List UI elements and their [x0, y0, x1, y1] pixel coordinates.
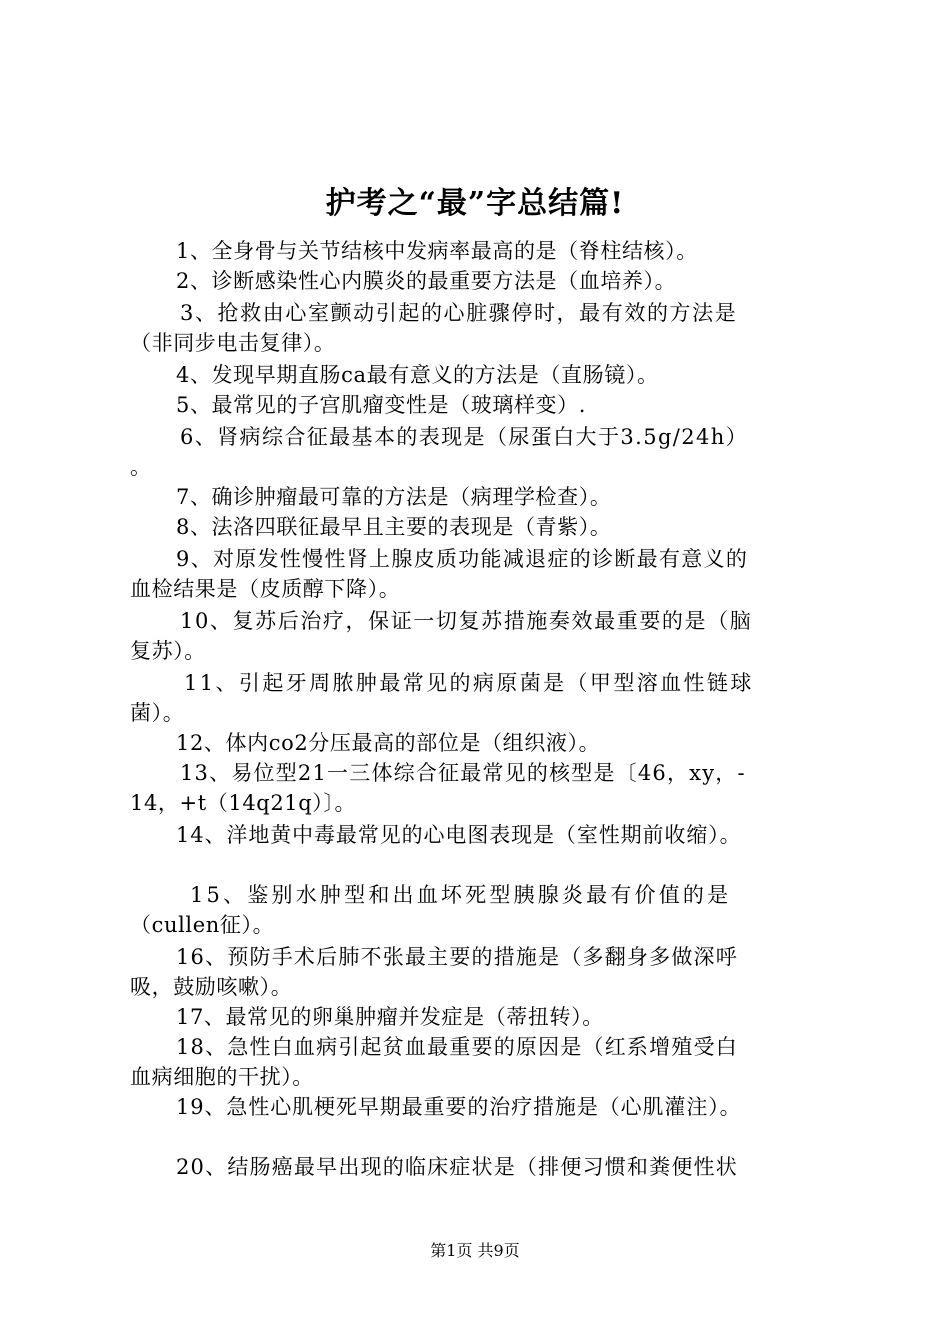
list-item-continuation: （cullen征）。: [130, 913, 275, 937]
list-item-continuation: 血病细胞的干扰）。: [130, 1065, 314, 1089]
list-item: 2、诊断感染性心内膜炎的最重要方法是（血培养）。: [176, 269, 677, 293]
list-item: 9、对原发性慢性肾上腺皮质功能减退症的诊断最有意义的: [176, 547, 749, 571]
page-footer: 第1页 共9页: [430, 1241, 520, 1260]
list-item: 13、易位型21一三体综合征最常见的核型是〔46，xy，-: [180, 761, 746, 785]
list-item-continuation: 。: [130, 455, 152, 479]
list-item: 15、鉴别水肿型和出血坏死型胰腺炎最有价值的是: [190, 883, 732, 907]
list-item: 5、最常见的子宫肌瘤变性是（玻璃样变）.: [176, 393, 587, 417]
list-item-continuation: 血检结果是（皮质醇下降）。: [130, 577, 401, 601]
list-item: 6、肾病综合征最基本的表现是（尿蛋白大于3.5g/24h）: [180, 425, 749, 449]
list-item: 12、体内co2分压最高的部位是（组织液）。: [176, 731, 601, 755]
list-item-continuation: 14，+t（14q21q）〕。: [130, 791, 357, 815]
list-item-continuation: （非同步电击复律）。: [130, 331, 336, 355]
list-item: 3、抢救由心室颤动引起的心脏骤停时，最有效的方法是: [180, 301, 738, 325]
list-item: 10、复苏后治疗，保证一切复苏措施奏效最重要的是（脑: [180, 609, 753, 633]
list-item: 16、预防手术后肺不张最主要的措施是（多翻身多做深呼: [176, 945, 738, 969]
list-item: 7、确诊肿瘤最可靠的方法是（病理学检查）。: [176, 485, 612, 509]
list-item: 18、急性白血病引起贫血最重要的原因是（红系增殖受白: [176, 1035, 738, 1059]
list-item-continuation: 吸，鼓励咳嗽）。: [130, 975, 293, 999]
list-item: 11、引起牙周脓肿最常见的病原菌是（甲型溶血性链球: [184, 671, 754, 695]
list-item-continuation: 菌）。: [130, 701, 185, 725]
list-item: 19、急性心肌梗死早期最重要的治疗措施是（心肌灌注）。: [176, 1095, 742, 1119]
list-item: 17、最常见的卵巢肿瘤并发症是（蒂扭转）。: [176, 1005, 604, 1029]
document-title: 护考之“最”字总结篇!: [325, 186, 625, 221]
list-item: 8、法洛四联征最早且主要的表现是（青紫）。: [176, 515, 612, 539]
list-item-continuation: 复苏）。: [130, 639, 206, 663]
list-item: 20、结肠癌最早出现的临床症状是（排便习惯和粪便性状: [176, 1155, 738, 1179]
list-item: 4、发现早期直肠ca最有意义的方法是（直肠镜）。: [176, 363, 659, 387]
list-item: 14、洋地黄中毒最常见的心电图表现是（室性期前收缩）。: [176, 823, 742, 847]
list-item: 1、全身骨与关节结核中发病率最高的是（脊柱结核）。: [176, 239, 698, 263]
